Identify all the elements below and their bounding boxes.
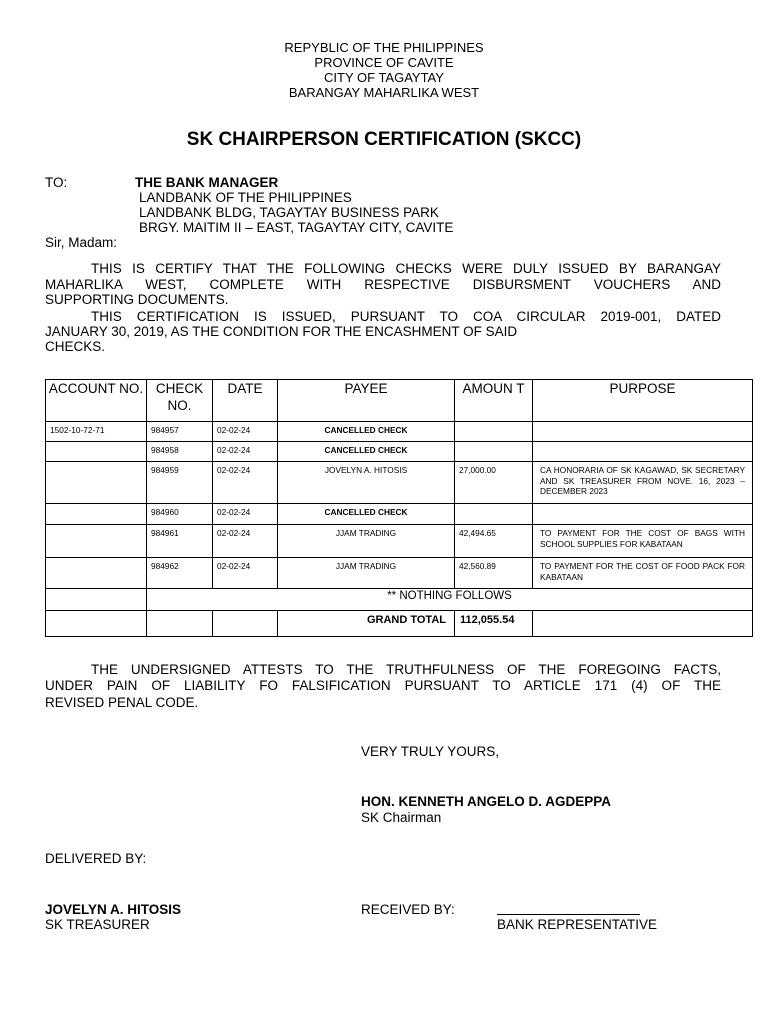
cell-date: 02-02-24: [213, 462, 278, 504]
addressee-line-1: LANDBANK OF THE PHILIPPINES: [139, 190, 352, 205]
cell-amount: [455, 504, 533, 525]
nothing-follows-text: ** NOTHING FOLLOWS: [147, 589, 753, 611]
header-line-republic: REPYBLIC OF THE PHILIPPINES: [284, 40, 484, 55]
para1-line-1: THIS IS CERTIFY THAT THE FOLLOWING CHECKS WERE DULY ISSUED BY BARANGAY: [91, 261, 721, 276]
para1-line-2: MAHARLIKA WEST, COMPLETE WITH RESPECTIVE DISBURSMENT VOUCHERS AND: [45, 277, 721, 292]
deliverer-title: SK TREASURER: [45, 917, 150, 932]
cell-account: [46, 504, 147, 525]
receiver-signature-line: [497, 914, 640, 915]
col-header-amount: AMOUN T: [455, 380, 533, 422]
cell-date: 02-02-24: [213, 558, 278, 589]
document-title: SK CHAIRPERSON CERTIFICATION (SKCC): [186, 129, 582, 150]
table-header-row: [46, 380, 753, 422]
para2-line-1: THIS CERTIFICATION IS ISSUED, PURSUANT TO COA CIRCULAR 2019-001, DATED: [91, 309, 721, 324]
salutation: Sir, Madam:: [45, 235, 118, 250]
checks-table: [45, 379, 753, 637]
attest-line-3: REVISED PENAL CODE.: [45, 695, 199, 710]
grand-total-row: [46, 611, 753, 637]
cell-empty: [147, 611, 213, 637]
cell-check: 984957: [147, 422, 213, 442]
cell-date: 02-02-24: [213, 525, 278, 558]
col-header-payee: PAYEE: [278, 380, 455, 422]
cell-account: [46, 525, 147, 558]
attest-line-1: THE UNDERSIGNED ATTESTS TO THE TRUTHFULNESS OF THE FOREGOING FACTS,: [91, 662, 721, 677]
col-header-date: DATE: [213, 380, 278, 422]
cell-account: [46, 442, 147, 462]
cell-empty: [46, 589, 147, 611]
cell-empty: [533, 611, 753, 637]
cell-check: 984960: [147, 504, 213, 525]
para2-line-2: JANUARY 30, 2019, AS THE CONDITION FOR THE ENCASHMENT OF SAID: [45, 324, 518, 339]
signer-name: HON. KENNETH ANGELO D. AGDEPPA: [361, 794, 612, 809]
table-row: [46, 558, 753, 589]
cell-check: 984958: [147, 442, 213, 462]
receiver-title: BANK REPRESENTATIVE: [497, 917, 658, 932]
header-line-province: PROVINCE OF CAVITE: [314, 55, 454, 70]
cell-account: [46, 558, 147, 589]
para1-line-3: SUPPORTING DOCUMENTS.: [45, 292, 229, 307]
addressee-line-2: LANDBANK BLDG, TAGAYTAY BUSINESS PARK: [139, 205, 439, 220]
cell-amount: 42,494.65: [455, 525, 533, 558]
table-row: [46, 462, 753, 504]
closing-very-truly: VERY TRULY YOURS,: [361, 744, 500, 759]
table-row: [46, 442, 753, 462]
delivered-by-label: DELIVERED BY:: [45, 851, 147, 866]
cell-purpose: TO PAYMENT FOR THE COST OF BAGS WITH SCHOOL SUPPLIES FOR KABATAAN: [533, 525, 753, 558]
col-header-purpose: PURPOSE: [533, 380, 753, 422]
cell-check: 984961: [147, 525, 213, 558]
grand-total-value: 112,055.54: [455, 611, 533, 637]
table-row: [46, 525, 753, 558]
nothing-follows-row: [46, 589, 753, 611]
para2-line-3: CHECKS.: [45, 339, 106, 354]
attest-line-2: UNDER PAIN OF LIABILITY FO FALSIFICATION PURSUANT TO ARTICLE 171 (4) OF THE: [45, 678, 721, 693]
cell-payee: CANCELLED CHECK: [278, 442, 455, 462]
addressee-line-3: BRGY. MAITIM II – EAST, TAGAYTAY CITY, CAVITE: [139, 220, 454, 235]
received-by-label: RECEIVED BY:: [361, 902, 455, 917]
col-header-account: ACCOUNT NO.: [46, 380, 147, 422]
cell-amount: 27,000.00: [455, 462, 533, 504]
cell-check: 984959: [147, 462, 213, 504]
cell-empty: [213, 611, 278, 637]
grand-total-label: GRAND TOTAL: [278, 611, 455, 637]
cell-purpose: [533, 442, 753, 462]
cell-payee: JOVELYN A. HITOSIS: [278, 462, 455, 504]
deliverer-name: JOVELYN A. HITOSIS: [45, 902, 182, 917]
cell-account: 1502-10-72-71: [46, 422, 147, 442]
cell-empty: [46, 611, 147, 637]
cell-amount: [455, 422, 533, 442]
cell-purpose: TO PAYMENT FOR THE COST OF FOOD PACK FOR KABATAAN: [533, 558, 753, 589]
cell-payee: JJAM TRADING: [278, 525, 455, 558]
cell-amount: 42,560.89: [455, 558, 533, 589]
cell-payee: JJAM TRADING: [278, 558, 455, 589]
cell-purpose: [533, 504, 753, 525]
table-row: [46, 504, 753, 525]
cell-purpose: CA HONORARIA OF SK KAGAWAD, SK SECRETARY AND SK TREASURER FROM NOVE. 16, 2023 – DECEMBER 2023: [533, 462, 753, 504]
cell-date: 02-02-24: [213, 442, 278, 462]
signer-title: SK Chairman: [361, 810, 442, 825]
cell-date: 02-02-24: [213, 504, 278, 525]
cell-date: 02-02-24: [213, 422, 278, 442]
cell-amount: [455, 442, 533, 462]
cell-payee: CANCELLED CHECK: [278, 504, 455, 525]
col-header-check: CHECK NO.: [147, 380, 213, 422]
cell-account: [46, 462, 147, 504]
cell-check: 984962: [147, 558, 213, 589]
header-line-city: CITY OF TAGAYTAY: [324, 70, 444, 85]
to-label: TO:: [45, 175, 68, 190]
cell-payee: CANCELLED CHECK: [278, 422, 455, 442]
addressee-name: THE BANK MANAGER: [135, 175, 279, 190]
cell-purpose: [533, 422, 753, 442]
table-row: [46, 422, 753, 442]
header-line-barangay: BARANGAY MAHARLIKA WEST: [288, 85, 480, 100]
